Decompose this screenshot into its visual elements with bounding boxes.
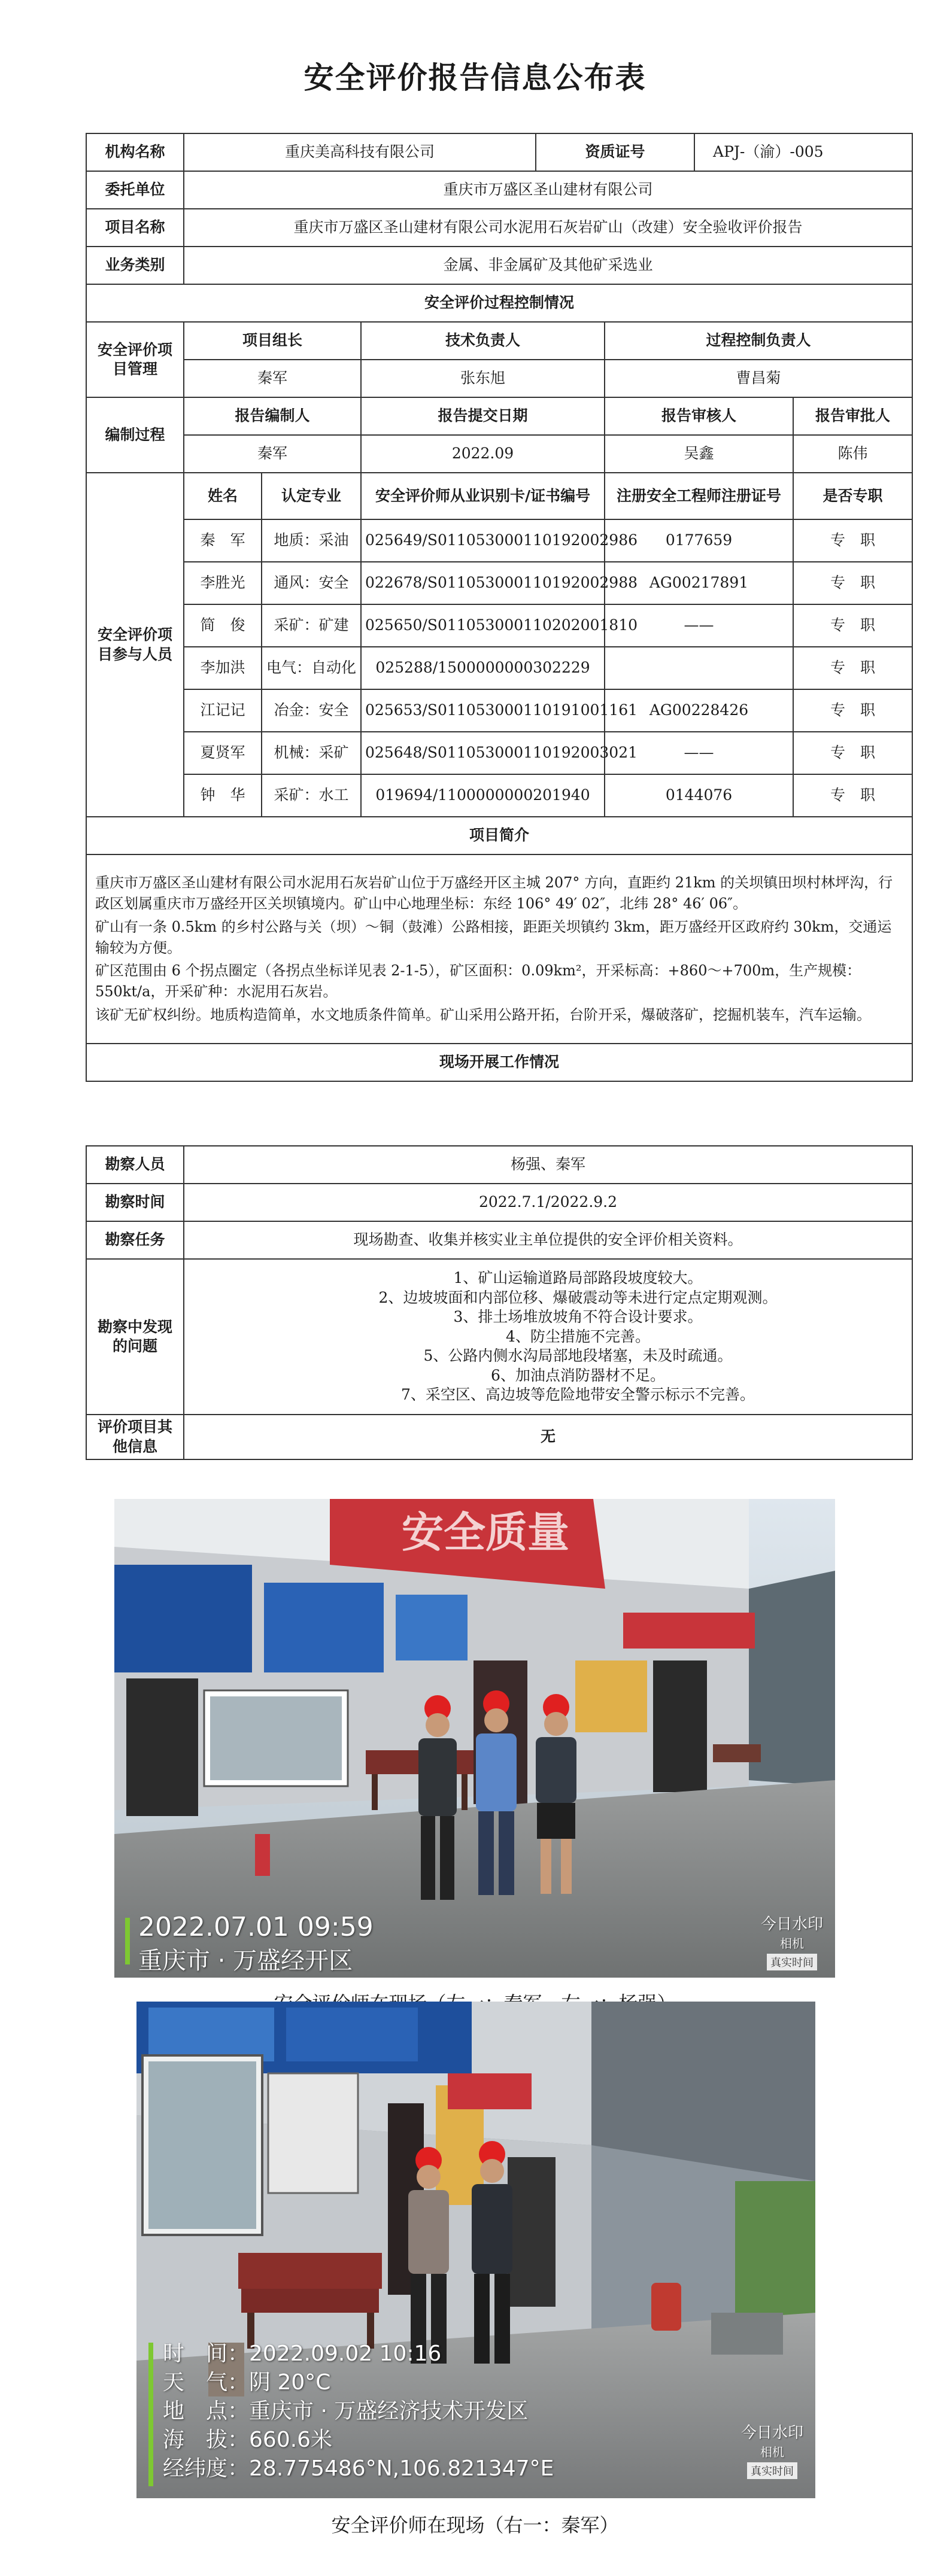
participant-major: 通风：安全 (262, 562, 361, 604)
intro-paragraph: 重庆市万盛区圣山建材有限公司水泥用石灰岩矿山位于万盛经开区主城 207° 方向，直距约 21km 的关坝镇田坝村林坪沟，行政区划属重庆市万盛经开区关坝镇境内。矿山中心地理坐标：东经 106° 49′ 02″，北纬 28° 46′ 06″。 (95, 874, 893, 912)
watermark-line3: 真实时间 (747, 2462, 797, 2479)
participant-name: 简 俊 (184, 604, 262, 647)
participant-reg (605, 647, 793, 689)
compile-value-date: 2022.09 (361, 435, 605, 473)
cert-value: APJ-（渝）-005 (694, 133, 912, 171)
participants-header-card: 安全评价师从业识别卡/证书编号 (361, 473, 605, 519)
participant-fulltime: 专 职 (793, 732, 912, 774)
participant-reg: 0144076 (605, 774, 793, 817)
participants-header-name: 姓名 (184, 473, 262, 519)
participant-fulltime: 专 职 (793, 562, 912, 604)
survey-people-value: 杨强、秦军 (184, 1146, 912, 1184)
survey-other-value: 无 (184, 1415, 912, 1459)
business-value: 金属、非金属矿及其他矿采选业 (184, 247, 912, 284)
photo2-coord-label: 经纬度： (163, 2456, 250, 2481)
cert-label: 资质证号 (536, 133, 694, 171)
photo2-time-label: 时 间： (163, 2341, 250, 2366)
survey-task-label: 勘察任务 (86, 1221, 184, 1259)
mgmt-header-leader: 项目组长 (184, 322, 361, 360)
photo2-weather (163, 2368, 554, 2397)
watermark-line3: 真实时间 (767, 1954, 817, 1970)
watermark-logo (761, 1912, 823, 1970)
participants-header-fulltime: 是否专职 (793, 473, 912, 519)
list-item: 4、防尘措施不完善。 (506, 1327, 650, 1345)
org-label: 机构名称 (86, 133, 184, 171)
compile-header-approver: 报告审批人 (793, 397, 912, 435)
survey-task-value: 现场勘查、收集并核实业主单位提供的安全评价相关资料。 (184, 1221, 912, 1259)
compile-label: 编制过程 (86, 397, 184, 473)
photo2-time (163, 2340, 554, 2368)
mgmt-value-leader: 秦军 (184, 360, 361, 397)
org-value: 重庆美高科技有限公司 (184, 133, 536, 171)
intro-paragraph: 矿山有一条 0.5km 的乡村公路与关（坝）～铜（鼓滩）公路相接，距距关坝镇约 3km，距万盛经开区政府约 30km，交通运输较为方便。 (95, 918, 892, 956)
participant-name: 李加洪 (184, 647, 262, 689)
photo2-altitude-label: 海 拔： (163, 2428, 250, 2452)
field-header: 现场开展工作情况 (86, 1044, 912, 1081)
participant-reg: AG00228426 (605, 689, 793, 732)
photo2-place-label: 地 点： (163, 2399, 250, 2423)
participant-card: 019694/1100000000201940 (361, 774, 605, 817)
table-row (86, 647, 912, 689)
participant-name: 李胜光 (184, 562, 262, 604)
site-photo-2 (136, 2002, 815, 2498)
compile-header-author: 报告编制人 (184, 397, 361, 435)
intro-header: 项目简介 (86, 817, 912, 854)
participant-name: 夏贤军 (184, 732, 262, 774)
participant-reg: AG00217891 (605, 562, 793, 604)
survey-issues-label: 勘察中发现的问题 (86, 1259, 184, 1415)
participant-major: 电气：自动化 (262, 647, 361, 689)
participant-name: 钟 华 (184, 774, 262, 817)
client-label: 委托单位 (86, 171, 184, 209)
photo2-place (163, 2397, 554, 2426)
participant-fulltime: 专 职 (793, 774, 912, 817)
participant-card: 025648/S011053000110192003021 (361, 732, 605, 774)
mgmt-header-process: 过程控制负责人 (605, 322, 912, 360)
management-label: 安全评价项目管理 (86, 322, 184, 397)
participant-major: 机械：采矿 (262, 732, 361, 774)
project-value: 重庆市万盛区圣山建材有限公司水泥用石灰岩矿山（改建）安全验收评价报告 (184, 209, 912, 247)
mgmt-value-process: 曹昌菊 (605, 360, 912, 397)
survey-other-label: 评价项目其他信息 (86, 1415, 184, 1459)
control-header: 安全评价过程控制情况 (86, 284, 912, 322)
survey-issues-list (184, 1259, 912, 1415)
intro-body (86, 854, 912, 1044)
site-photo-1-scene (114, 1499, 835, 1978)
watermark-line2: 相机 (760, 2445, 784, 2459)
participant-fulltime: 专 职 (793, 647, 912, 689)
participant-card: 025650/S011053000110202001810 (361, 604, 605, 647)
compile-header-reviewer: 报告审核人 (605, 397, 793, 435)
photo1-location: 重庆市 · 万盛经开区 (138, 1947, 353, 1975)
photo2-coord-value: 28.775486°N,106.821347°E (249, 2456, 554, 2481)
page-title: 安全评价报告信息公布表 (303, 60, 647, 95)
compile-header-date: 报告提交日期 (361, 397, 605, 435)
participant-reg: —— (605, 604, 793, 647)
photo2-weather-label: 天 气： (163, 2370, 250, 2395)
client-value: 重庆市万盛区圣山建材有限公司 (184, 171, 912, 209)
participant-major: 采矿：矿建 (262, 604, 361, 647)
photo2-info (163, 2340, 554, 2483)
participant-fulltime: 专 职 (793, 519, 912, 562)
mgmt-value-tech: 张东旭 (361, 360, 605, 397)
compile-value-approver: 陈伟 (793, 435, 912, 473)
participant-fulltime: 专 职 (793, 604, 912, 647)
participant-card: 025649/S011053000110192002986 (361, 519, 605, 562)
list-item: 1、矿山运输道路局部路段坡度较大。 (453, 1269, 703, 1287)
photo2-altitude (163, 2426, 554, 2455)
photo2-caption: 安全评价师在现场（右一：秦军） (331, 2514, 619, 2537)
participant-major: 地质：采油 (262, 519, 361, 562)
participant-reg: 0177659 (605, 519, 793, 562)
watermark-line1: 今日水印 (740, 2424, 803, 2442)
photo2-coord (163, 2455, 554, 2483)
info-bar (148, 2343, 153, 2486)
list-item: 7、采空区、高边坡等危险地带安全警示标示不完善。 (401, 1386, 755, 1404)
list-item: 5、公路内侧水沟局部地段堵塞，未及时疏通。 (423, 1347, 733, 1365)
watermark-line1: 今日水印 (760, 1915, 823, 1933)
table-row (86, 732, 912, 774)
participant-card: 022678/S011053000110192002988 (361, 562, 605, 604)
building-sign-text: 安全质量 (402, 1508, 569, 1557)
participant-reg: —— (605, 732, 793, 774)
participants-header-major: 认定专业 (262, 473, 361, 519)
participants-header-reg: 注册安全工程师注册证号 (605, 473, 793, 519)
watermark-line2: 相机 (779, 1936, 804, 1951)
watermark-logo (741, 2420, 803, 2479)
table-row (86, 774, 912, 817)
survey-people-label: 勘察人员 (86, 1146, 184, 1184)
table-row (86, 689, 912, 732)
list-item: 3、排土场堆放坡角不符合设计要求。 (453, 1308, 703, 1326)
site-photo-1 (114, 1499, 835, 1978)
participants-label: 安全评价项目参与人员 (86, 473, 184, 817)
business-label: 业务类别 (86, 247, 184, 284)
participant-fulltime: 专 职 (793, 689, 912, 732)
participant-major: 采矿：水工 (262, 774, 361, 817)
photo2-altitude-value: 660.6米 (249, 2428, 333, 2452)
table-row (86, 604, 912, 647)
participant-card: 025288/1500000000302229 (361, 647, 605, 689)
photo2-weather-value: 阴 20°C (249, 2370, 331, 2395)
participant-major: 冶金：安全 (262, 689, 361, 732)
intro-paragraph: 矿区范围由 6 个拐点圈定（各拐点坐标详见表 2-1-5），矿区面积：0.09km²，开采标高：+860～+700m，生产规模：550kt/a，开采矿种：水泥用石灰岩。 (95, 962, 861, 1000)
participant-card: 025653/S011053000110191001161 (361, 689, 605, 732)
table-row (86, 519, 912, 562)
mgmt-header-tech: 技术负责人 (361, 322, 605, 360)
survey-time-value: 2022.7.1/2022.9.2 (184, 1184, 912, 1221)
participant-name: 江记记 (184, 689, 262, 732)
photo1-timestamp: 2022.07.01 09:59 (138, 1912, 374, 1942)
project-label: 项目名称 (86, 209, 184, 247)
survey-table (86, 1145, 913, 1460)
table-row (86, 562, 912, 604)
list-item: 6、加油点消防器材不足。 (491, 1366, 665, 1384)
photo2-place-value: 重庆市 · 万盛经济技术开发区 (249, 2399, 529, 2423)
participant-name: 秦 军 (184, 519, 262, 562)
survey-time-label: 勘察时间 (86, 1184, 184, 1221)
photo2-time-value: 2022.09.02 10:16 (249, 2341, 442, 2366)
list-item: 2、边坡坡面和内部位移、爆破震动等未进行定点定期观测。 (378, 1288, 778, 1306)
intro-paragraph: 该矿无矿权纠纷。地质构造简单，水文地质条件简单。矿山采用公路开拓，台阶开采，爆破落矿，挖掘机装车，汽车运输。 (95, 1006, 871, 1023)
report-info-table (86, 133, 913, 1082)
compile-value-reviewer: 吴鑫 (605, 435, 793, 473)
timestamp-bar (125, 1918, 130, 1964)
compile-value-author: 秦军 (184, 435, 361, 473)
